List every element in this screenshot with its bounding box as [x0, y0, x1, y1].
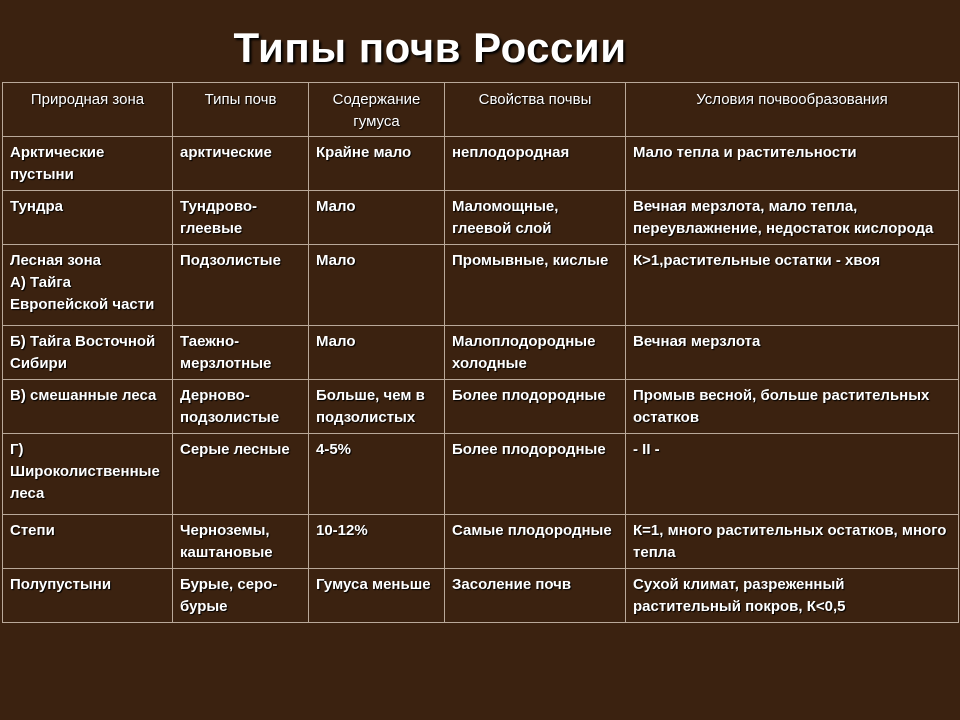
cell-props: Промывные, кислые: [445, 245, 626, 326]
cell-props: неплодородная: [445, 137, 626, 191]
table-row: [3, 326, 959, 380]
cell-conditions: Промыв весной, больше растительных остатков: [626, 380, 959, 434]
cell-humus: 4-5%: [309, 434, 445, 515]
cell-zone: [3, 245, 173, 326]
cell-zone: Г) Широколиственные леса: [3, 434, 173, 515]
cell-humus: Мало: [309, 326, 445, 380]
cell-soil: арктические: [173, 137, 309, 191]
cell-props: Маломощные, глеевой слой: [445, 191, 626, 245]
cell-humus: Крайне мало: [309, 137, 445, 191]
cell-conditions: К=1, много растительных остатков, много тепла: [626, 515, 959, 569]
cell-soil: Бурые, серо-бурые: [173, 569, 309, 623]
cell-conditions: Мало тепла и растительности: [626, 137, 959, 191]
cell-props: Малоплодородные холодные: [445, 326, 626, 380]
cell-soil: Тундрово-глеевые: [173, 191, 309, 245]
cell-conditions: К>1,растительные остатки - хвоя: [626, 245, 959, 326]
cell-conditions: Вечная мерзлота: [626, 326, 959, 380]
table-row: [3, 191, 959, 245]
cell-soil: Серые лесные: [173, 434, 309, 515]
cell-props: Самые плодородные: [445, 515, 626, 569]
cell-conditions: Вечная мерзлота, мало тепла, переувлажнение, недостаток кислорода: [626, 191, 959, 245]
cell-zone: Степи: [3, 515, 173, 569]
cell-humus: Мало: [309, 191, 445, 245]
cell-zone: Тундра: [3, 191, 173, 245]
cell-soil: Черноземы, каштановые: [173, 515, 309, 569]
cell-humus: 10-12%: [309, 515, 445, 569]
page-title: Типы почв России: [233, 24, 627, 71]
cell-humus: Больше, чем в подзолистых: [309, 380, 445, 434]
header-zone: Природная зона: [3, 83, 173, 137]
table-row: [3, 515, 959, 569]
cell-conditions: - II -: [626, 434, 959, 515]
table-row: [3, 569, 959, 623]
table-row: [3, 137, 959, 191]
header-soil-type: Типы почв: [173, 83, 309, 137]
table-row: [3, 245, 959, 326]
table-row: [3, 434, 959, 515]
cell-zone: Полупустыни: [3, 569, 173, 623]
soil-types-table: [2, 82, 959, 623]
cell-conditions: Сухой климат, разреженный растительный покров, К<0,5: [626, 569, 959, 623]
cell-soil: Дерново-подзолистые: [173, 380, 309, 434]
cell-zone-line: А) Тайга Европейской части: [10, 274, 155, 313]
cell-humus: Мало: [309, 245, 445, 326]
header-humus: Содержание гумуса: [309, 83, 445, 137]
cell-zone: Б) Тайга Восточной Сибири: [3, 326, 173, 380]
cell-humus: Гумуса меньше: [309, 569, 445, 623]
cell-soil: Таежно-мерзлотные: [173, 326, 309, 380]
cell-props: Более плодородные: [445, 434, 626, 515]
cell-zone: Арктические пустыни: [3, 137, 173, 191]
cell-props: Более плодородные: [445, 380, 626, 434]
cell-props: Засоление почв: [445, 569, 626, 623]
cell-zone: В) смешанные леса: [3, 380, 173, 434]
table-header-row: [3, 83, 959, 137]
header-properties: Свойства почвы: [445, 83, 626, 137]
table-row: [3, 380, 959, 434]
cell-zone-line: Лесная зона: [10, 252, 101, 269]
header-conditions: Условия почвообразования: [626, 83, 959, 137]
cell-soil: Подзолистые: [173, 245, 309, 326]
